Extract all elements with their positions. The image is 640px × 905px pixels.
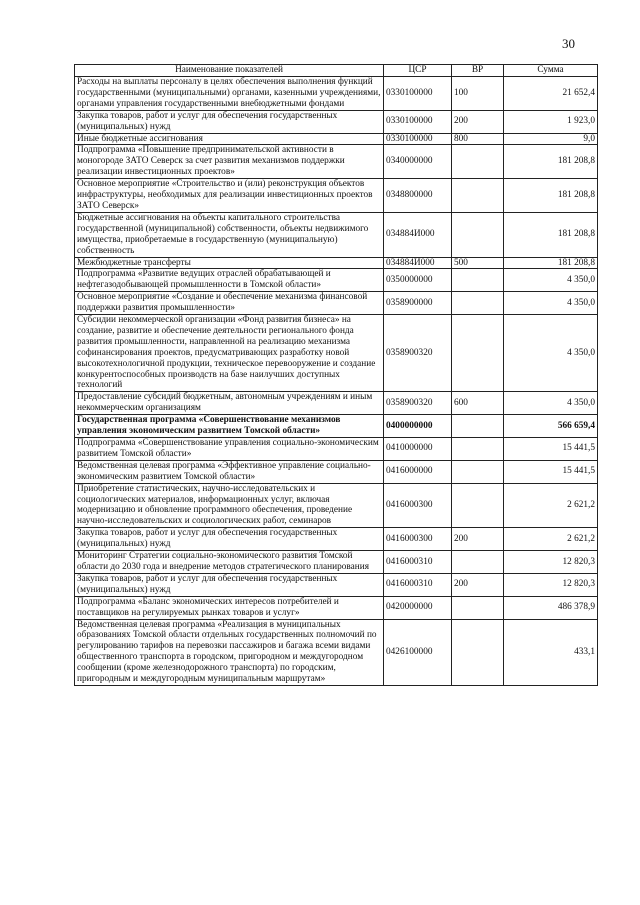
row-sum: 12 820,3	[504, 551, 598, 574]
row-name: Закупка товаров, работ и услуг для обеспечения государственных (муниципальных) нужд	[75, 573, 384, 596]
row-vr	[452, 212, 504, 257]
table-row	[75, 110, 598, 133]
row-sum: 15 441,5	[504, 460, 598, 483]
row-name: Закупка товаров, работ и услуг для обеспечения государственных (муниципальных) нужд	[75, 528, 384, 551]
row-vr	[452, 179, 504, 213]
table-row	[75, 179, 598, 213]
row-vr: 600	[452, 392, 504, 415]
row-name: Основное мероприятие «Создание и обеспечение механизма финансовой поддержки развития промышленности»	[75, 292, 384, 315]
table-row	[75, 483, 598, 528]
row-csr: 0416000310	[384, 551, 452, 574]
header-name: Наименование показателей	[75, 65, 384, 77]
row-csr: 0416000310	[384, 573, 452, 596]
row-vr	[452, 415, 504, 438]
row-sum: 9,0	[504, 133, 598, 145]
row-sum: 181 208,8	[504, 145, 598, 179]
row-name: Иные бюджетные ассигнования	[75, 133, 384, 145]
table-row	[75, 528, 598, 551]
table-row	[75, 257, 598, 269]
row-csr: 0350000000	[384, 269, 452, 292]
row-csr: 0416000300	[384, 483, 452, 528]
budget-table	[74, 64, 598, 686]
row-csr: 0330100000	[384, 110, 452, 133]
row-name: Ведомственная целевая программа «Реализация в муниципальных образованиях Томской области отдельных государственных полномочий по регулированию тарифов на перевозки пассажиров и багажа всеми видами общественного транспорта в городском, пригородном и междугородном сообщении (кроме железнодорожного транспорта) по городским, пригородным и междугородным муниципальным маршрутам»	[75, 619, 384, 685]
row-csr: 0400000000	[384, 415, 452, 438]
table-row	[75, 133, 598, 145]
row-vr	[452, 269, 504, 292]
table-row	[75, 438, 598, 461]
row-vr	[452, 551, 504, 574]
row-vr	[452, 315, 504, 392]
row-vr	[452, 460, 504, 483]
row-name: Расходы на выплаты персоналу в целях обеспечения выполнения функций государственными (муниципальными) органами, казенными учреждениями, органами управления государственными внебюджетными фондами	[75, 77, 384, 111]
row-csr: 0416000000	[384, 460, 452, 483]
table-row	[75, 619, 598, 685]
table-row	[75, 460, 598, 483]
table-row	[75, 77, 598, 111]
row-sum: 566 659,4	[504, 415, 598, 438]
row-vr: 200	[452, 110, 504, 133]
row-sum: 15 441,5	[504, 438, 598, 461]
table-row	[75, 315, 598, 392]
row-csr: 0358900000	[384, 292, 452, 315]
row-sum: 2 621,2	[504, 483, 598, 528]
row-csr: 034884И000	[384, 212, 452, 257]
table-row	[75, 392, 598, 415]
row-name: Приобретение статистических, научно-исследовательских и социологических материалов, информационных услуг, включая модернизацию и обновление программного обеспечения, проведение научно-исследовательских и социологических работ, семинаров	[75, 483, 384, 528]
row-name: Мониторинг Стратегии социально-экономического развития Томской области до 2030 года и внедрение методов стратегического планирования	[75, 551, 384, 574]
row-sum: 4 350,0	[504, 269, 598, 292]
row-csr: 0340000000	[384, 145, 452, 179]
row-vr: 200	[452, 528, 504, 551]
row-sum: 181 208,8	[504, 179, 598, 213]
row-sum: 4 350,0	[504, 392, 598, 415]
row-csr: 034884И000	[384, 257, 452, 269]
row-vr	[452, 619, 504, 685]
table-row	[75, 212, 598, 257]
row-vr	[452, 438, 504, 461]
page-number: 30	[562, 36, 575, 51]
row-name: Предоставление субсидий бюджетным, автономным учреждениям и иным некоммерческим организациям	[75, 392, 384, 415]
row-vr	[452, 596, 504, 619]
row-sum: 4 350,0	[504, 292, 598, 315]
row-csr: 0358900320	[384, 315, 452, 392]
row-vr: 500	[452, 257, 504, 269]
row-name: Бюджетные ассигнования на объекты капитального строительства государственной (муниципальной) собственности, объекты недвижимого имущества, приобретаемые в государственную (муниципальную) собственность	[75, 212, 384, 257]
table-header-row	[75, 65, 598, 77]
row-csr: 0330100000	[384, 133, 452, 145]
row-sum: 12 820,3	[504, 573, 598, 596]
row-name: Подпрограмма «Повышение предпринимательской активности в моногороде ЗАТО Северск за счет развития механизмов поддержки реализации инвестиционных проектов»	[75, 145, 384, 179]
header-csr: ЦСР	[384, 65, 452, 77]
row-name: Ведомственная целевая программа «Эффективное управление социально-экономическим развитием Томской области»	[75, 460, 384, 483]
table-row	[75, 551, 598, 574]
row-sum: 181 208,8	[504, 212, 598, 257]
row-vr	[452, 145, 504, 179]
row-name: Подпрограмма «Баланс экономических интересов потребителей и поставщиков на регулируемых рынках товаров и услуг»	[75, 596, 384, 619]
row-name: Государственная программа «Совершенствование механизмов управления экономическим развитием Томской области»	[75, 415, 384, 438]
row-name: Межбюджетные трансферты	[75, 257, 384, 269]
row-sum: 21 652,4	[504, 77, 598, 111]
row-name: Закупка товаров, работ и услуг для обеспечения государственных (муниципальных) нужд	[75, 110, 384, 133]
row-csr: 0410000000	[384, 438, 452, 461]
row-vr	[452, 292, 504, 315]
row-name: Основное мероприятие «Строительство и (или) реконструкция объектов инфраструктуры, необходимых для реализации инвестиционных проектов ЗАТО Северск»	[75, 179, 384, 213]
row-name: Субсидии некоммерческой организации «Фонд развития бизнеса» на создание, развитие и обеспечение деятельности регионального фонда развития промышленности, направленной на реализацию механизма софинансирования проектов, предусматривающих разработку новой высокотехнологичной продукции, техническое перевооружение и создание конкурентоспособных производств на базе наилучших доступных технологий	[75, 315, 384, 392]
row-name: Подпрограмма «Развитие ведущих отраслей обрабатывающей и нефтегазодобывающей промышленности в Томской области»	[75, 269, 384, 292]
row-sum: 181 208,8	[504, 257, 598, 269]
table-body	[75, 77, 598, 686]
row-sum: 433,1	[504, 619, 598, 685]
row-csr: 0330100000	[384, 77, 452, 111]
header-vr: ВР	[452, 65, 504, 77]
row-vr: 200	[452, 573, 504, 596]
table-row	[75, 292, 598, 315]
row-name: Подпрограмма «Совершенствование управления социально-экономическим развитием Томской области»	[75, 438, 384, 461]
table-row	[75, 573, 598, 596]
row-sum: 2 621,2	[504, 528, 598, 551]
header-sum: Сумма	[504, 65, 598, 77]
table-row	[75, 596, 598, 619]
table-row	[75, 269, 598, 292]
row-sum: 1 923,0	[504, 110, 598, 133]
row-sum: 4 350,0	[504, 315, 598, 392]
table-row	[75, 145, 598, 179]
row-csr: 0420000000	[384, 596, 452, 619]
row-csr: 0358900320	[384, 392, 452, 415]
row-csr: 0426100000	[384, 619, 452, 685]
row-csr: 0416000300	[384, 528, 452, 551]
table-row	[75, 415, 598, 438]
row-vr: 800	[452, 133, 504, 145]
row-sum: 486 378,9	[504, 596, 598, 619]
row-vr: 100	[452, 77, 504, 111]
row-vr	[452, 483, 504, 528]
row-csr: 0348800000	[384, 179, 452, 213]
